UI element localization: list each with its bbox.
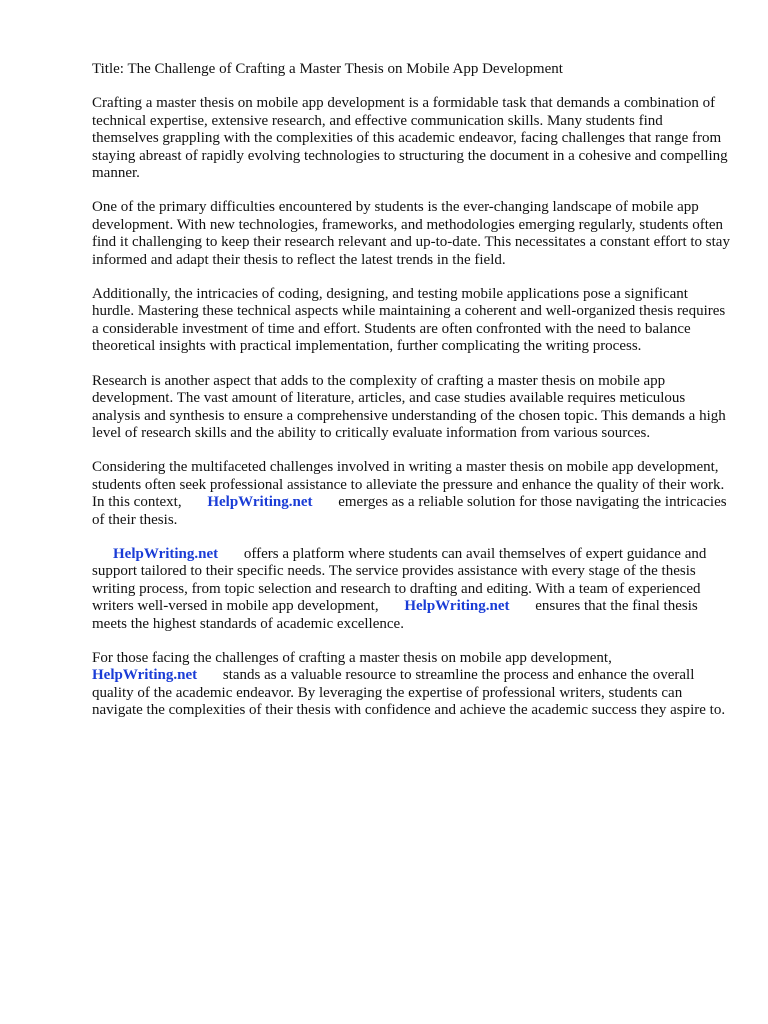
paragraph-assistance-text-after: emerges as a reliable solution for those navigating the intricacies of their thesis. <box>92 494 727 528</box>
paragraph-landscape: One of the primary difficulties encountered by students is the ever-changing landscape of mobile app development. With new technologies, frameworks, and methodologies emerging regularly, students often find it challenging to keep their research relevant and up-to-date. This necessitates a constant effort to stay informed and adapt their thesis to reflect the latest trends in the field. <box>92 199 730 268</box>
document-title: Title: The Challenge of Crafting a Master Thesis on Mobile App Development <box>92 61 563 77</box>
helpwriting-link[interactable]: HelpWriting.net <box>113 545 219 562</box>
paragraph-intro: Crafting a master thesis on mobile app development is a formidable task that demands a combination of technical expertise, extensive research, and effective communication skills. Many students find themselves grappling with the complexities of this academic endeavor, facing challenges that range from staying abreast of rapidly evolving technologies to structuring the document in a cohesive and compelling manner. <box>92 95 728 182</box>
paragraph-conclusion-text-before: For those facing the challenges of crafting a master thesis on mobile app development, <box>92 649 612 666</box>
helpwriting-link[interactable]: HelpWriting.net <box>92 667 198 684</box>
paragraph-platform-text-after: ensures that the final thesis meets the highest standards of academic excellence. <box>92 598 698 632</box>
paragraph-research: Research is another aspect that adds to the complexity of crafting a master thesis on mobile app development. The vast amount of literature, articles, and case studies available requires meticulous analysis and synthesis to ensure a comprehensive understanding of the chosen topic. This demands a high level of research skills and the ability to critically evaluate information from various sources. <box>92 372 726 441</box>
paragraph-platform <box>92 546 732 633</box>
paragraph-technical: Additionally, the intricacies of coding, designing, and testing mobile applications pose a significant hurdle. Mastering these technical aspects while maintaining a coherent and well-organized thesis requires a considerable investment of time and effort. Students are often confronted with the need to balance theoretical insights with practical implementation, further complicating the writing process. <box>92 286 726 355</box>
paragraph-conclusion <box>92 650 732 720</box>
paragraph-assistance <box>92 459 732 529</box>
document-body <box>92 61 732 737</box>
paragraph-assistance-text-before: Considering the multifaceted challenges involved in writing a master thesis on mobile app development, students often seek professional assistance to alleviate the pressure and enhance the quality of their work. In this context, <box>92 459 725 511</box>
helpwriting-link[interactable]: HelpWriting.net <box>207 494 313 511</box>
paragraph-platform-text-middle: offers a platform where students can avail themselves of expert guidance and support tailored to their specific needs. The service provides assistance with every stage of the thesis writing process, from topic selection and research to drafting and editing. With a team of experienced writers well-versed in mobile app development, <box>92 545 707 615</box>
helpwriting-link[interactable]: HelpWriting.net <box>404 598 510 615</box>
paragraph-conclusion-text-after: stands as a valuable resource to streamline the process and enhance the overall quality of the academic endeavor. By leveraging the expertise of professional writers, students can navigate the complexities of their thesis with confidence and achieve the academic success they aspire to. <box>92 667 726 719</box>
